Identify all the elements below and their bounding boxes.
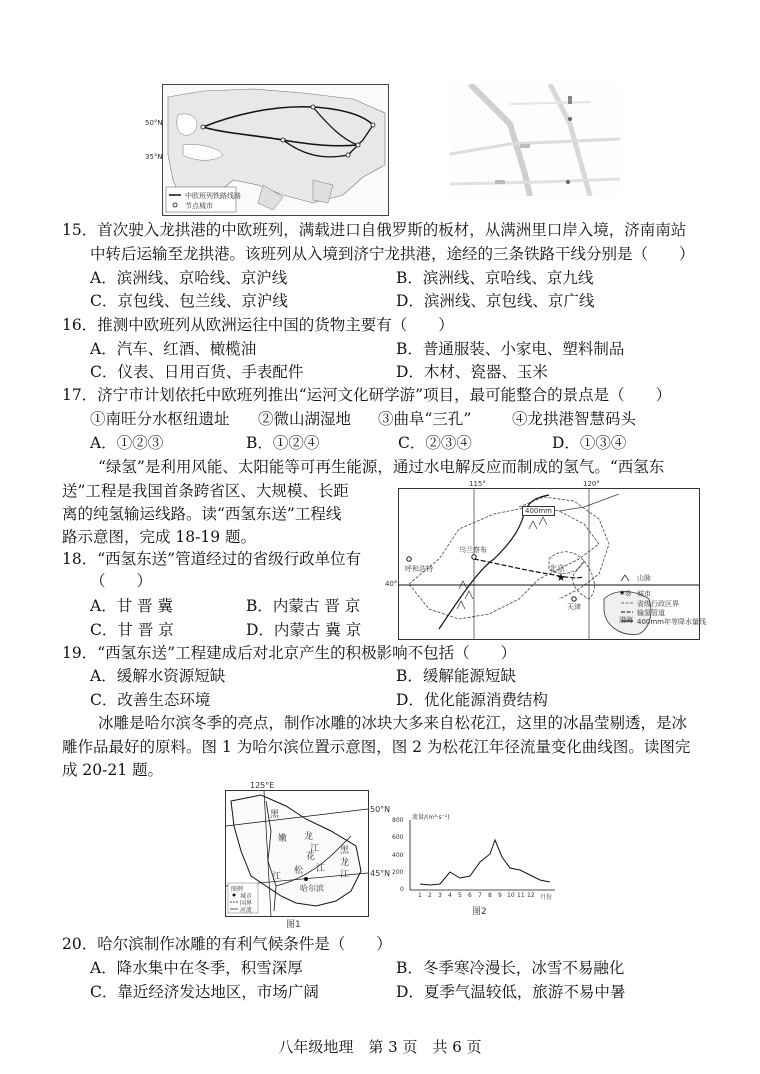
- fig2-xtick-3: 3: [438, 892, 442, 899]
- fig1-char-4: 松: [294, 866, 304, 876]
- q19-option-c[interactable]: C．改善生态环境: [90, 691, 211, 709]
- q16-option-c[interactable]: C．仪表、日用百货、手表配件: [90, 363, 304, 381]
- q19-option-b[interactable]: B．缓解能源短缺: [396, 667, 516, 685]
- legend-city-label: 城市: [637, 590, 651, 598]
- fig2-xtick-12: 12: [527, 892, 535, 899]
- fig1-char-2: 龙: [304, 832, 314, 842]
- fig2-xtick-6: 6: [468, 892, 472, 899]
- q17-option-a[interactable]: A．①②③: [90, 434, 164, 452]
- hydrogen-pipeline-map: [385, 480, 706, 640]
- q19-option-d[interactable]: D．优化能源消费结构: [396, 691, 548, 709]
- fig2-xunit: 月份: [540, 894, 553, 901]
- fig1-legend-city: 城市: [240, 893, 253, 900]
- q17-item-4: ④龙拱港智慧码头: [512, 410, 637, 428]
- q18-stem: 18．“西氢东送”管道经过的省级行政单位有: [62, 550, 362, 568]
- page-footer: 八年级地理 第 3 页 共 6 页: [278, 1038, 482, 1056]
- q15-option-d[interactable]: D．滨洲线、京包线、京广线: [396, 292, 595, 310]
- fig2-xtick-8: 8: [488, 892, 492, 899]
- fig1-char-8: 江: [272, 872, 282, 882]
- passage1-line4: 路示意图，完成 18-19 题。: [62, 528, 257, 546]
- fig2-xtick-9: 9: [498, 892, 502, 899]
- q20-option-a[interactable]: A．降水集中在冬季，积雪深厚: [90, 959, 303, 977]
- q18-option-a[interactable]: A．甘 晋 冀: [90, 597, 174, 615]
- figure1-harbin-map: [225, 781, 391, 917]
- fig1-char-1: 黑: [270, 810, 280, 820]
- fig2-ytick-400: 400: [392, 852, 404, 859]
- legend-node-city-label: 节点城市: [185, 202, 213, 210]
- svg-text:★: ★: [556, 571, 566, 584]
- fig2-xtick-7: 7: [478, 892, 482, 899]
- fig1-char-11: 龙: [340, 858, 350, 868]
- q19-stem: 19．“西氢东送”工程建成后对北京产生的积极影响不包括（ ）: [62, 644, 517, 662]
- fig2-xtick-1: 1: [418, 892, 422, 899]
- fig1-char-10: 黑: [340, 846, 350, 856]
- city-hohhot-label: 呼和浩特: [405, 565, 433, 573]
- fig1-lat-50n-label: 50°N: [370, 805, 391, 814]
- fig2-caption: 图2: [472, 907, 487, 917]
- q15-option-a[interactable]: A．滨洲线、京哈线、京沪线: [90, 269, 288, 287]
- passage1-line1: “绿氢”是利用风能、太阳能等可再生能源，通过水电解反应而制成的氢气。“西氢东: [98, 458, 665, 476]
- local-street-map: [450, 84, 620, 196]
- fig1-legend-river: 河流: [240, 907, 253, 914]
- fig2-ylabel: 流量/(m³·s⁻¹): [412, 814, 450, 821]
- q20-stem: 20．哈尔滨制作冰雕的有利气候条件是（ ）: [62, 935, 392, 953]
- lat-40-label: 40°: [385, 580, 398, 588]
- sea-bohai-label: 渤海: [619, 616, 633, 624]
- q20-option-d[interactable]: D．夏季气温较低，旅游不易中暑: [396, 983, 626, 1001]
- city-tianjin-label: 天津: [567, 603, 581, 611]
- fig1-char-7: 嫩: [278, 834, 288, 844]
- city-beijing-label: 北京: [549, 564, 565, 573]
- fig1-char-5: 花: [306, 852, 316, 862]
- fig1-char-6: 江: [316, 864, 326, 874]
- fig2-ytick-600: 600: [392, 834, 404, 841]
- lon-115-label: 115°: [469, 480, 486, 488]
- fig1-lon-125e-label: 125°E: [250, 781, 275, 790]
- q16-option-b[interactable]: B．普通服装、小家电、塑料制品: [396, 340, 625, 358]
- fig1-char-3: 江: [310, 844, 320, 854]
- q16-option-d[interactable]: D．木材、瓷器、玉米: [396, 363, 548, 381]
- q17-stem: 17．济宁市计划依托中欧班列推出“运河文化研学游”项目，最可能整合的景点是（ ）: [62, 386, 672, 404]
- fig2-xtick-5: 5: [458, 892, 462, 899]
- q16-option-a[interactable]: A．汽车、红酒、橄榄油: [90, 340, 257, 358]
- fig1-lat-45n-label: 45°N: [370, 869, 391, 878]
- q15-stem-line2: 中转后运输至龙拱港。该班列从入境到济宁龙拱港，途经的三条铁路干线分别是（ ）: [90, 245, 695, 263]
- fig2-xtick-11: 11: [517, 892, 525, 899]
- eurasia-rail-map: [145, 84, 389, 216]
- fig2-xtick-4: 4: [448, 892, 452, 899]
- passage1-line3: 离的纯氢输运线路。读“西氢东送”工程线: [62, 505, 342, 523]
- passage2-line2: 雕作品最好的原料。图 1 为哈尔滨位置示意图，图 2 为松花江年径流量变化曲线图。读图完: [62, 738, 691, 756]
- q17-option-b[interactable]: B．①②④: [246, 434, 320, 452]
- q18-option-d[interactable]: D．内蒙古 冀 京: [246, 621, 362, 639]
- fig1-char-12: 江: [340, 870, 350, 880]
- city-wulanchabu-label: 乌兰察布: [459, 546, 487, 554]
- q18-paren: （ ）: [90, 572, 153, 590]
- q17-option-c[interactable]: C．②③④: [398, 434, 472, 452]
- q17-item-1: ①南旺分水枢纽遗址: [90, 410, 230, 428]
- q20-option-c[interactable]: C．靠近经济发达地区，市场广阔: [90, 983, 319, 1001]
- fig2-ytick-200: 200: [392, 869, 404, 876]
- fig1-city-harbin: 哈尔滨: [300, 884, 324, 893]
- fig2-xtick-10: 10: [507, 892, 515, 899]
- q17-item-2: ②微山湖湿地: [258, 410, 352, 428]
- lon-120-label: 120°: [583, 480, 600, 488]
- legend-province-boundary-label: 省级行政区界: [637, 600, 679, 608]
- legend-isohyet-label: 400mm年等降水量线: [637, 618, 706, 626]
- q20-option-b[interactable]: B．冬季寒冷漫长，冰雪不易融化: [396, 959, 625, 977]
- fig1-legend-border: 国界: [240, 900, 253, 907]
- q16-stem: 16．推测中欧班列从欧洲运往中国的货物主要有（ ）: [62, 316, 454, 334]
- q15-stem-line1: 15．首次驶入龙拱港的中欧班列，满载进口自俄罗斯的板材，从满洲里口岸入境，济南南站: [62, 221, 687, 239]
- street-map-svg: [450, 84, 620, 196]
- passage1-line2: 送”工程是我国首条跨省区、大规模、长距: [62, 482, 349, 500]
- fig2-xtick-2: 2: [428, 892, 432, 899]
- figure2-runoff-chart: [380, 812, 570, 917]
- q19-option-a[interactable]: A．缓解水资源短缺: [90, 667, 226, 685]
- q18-option-b[interactable]: B．内蒙古 晋 京: [246, 597, 361, 615]
- fig1-legend-title: 图例: [231, 886, 244, 893]
- q15-option-c[interactable]: C．京包线、包兰线、京沪线: [90, 292, 288, 310]
- fig2-ytick-0: 0: [400, 886, 404, 893]
- q17-option-d[interactable]: D．①③④: [552, 434, 627, 452]
- svg-text:★◎: ★◎: [619, 589, 632, 597]
- passage2-line3: 成 20-21 题。: [62, 761, 164, 779]
- lat-35n-label: 35°N: [145, 153, 163, 161]
- lat-50n-label: 50°N: [145, 119, 163, 127]
- q17-item-3: ③曲阜“三孔”: [378, 410, 472, 428]
- q15-option-b[interactable]: B．滨洲线、京哈线、京九线: [396, 269, 594, 287]
- isohyet-400mm-label: 400mm: [522, 506, 555, 516]
- legend-mountain-label: 山脉: [637, 574, 651, 582]
- legend-rail-line-label: 中欧班列铁路线路: [185, 192, 241, 200]
- fig2-ytick-800: 800: [392, 817, 404, 824]
- legend-pipeline-label: 输氢管道: [637, 609, 665, 617]
- q18-option-c[interactable]: C．甘 晋 京: [90, 621, 174, 639]
- fig1-caption: 图1: [286, 920, 301, 930]
- passage2-line1: 冰雕是哈尔滨冬季的亮点，制作冰雕的冰块大多来自松花江，这里的冰晶莹剔透，是冰: [98, 714, 688, 732]
